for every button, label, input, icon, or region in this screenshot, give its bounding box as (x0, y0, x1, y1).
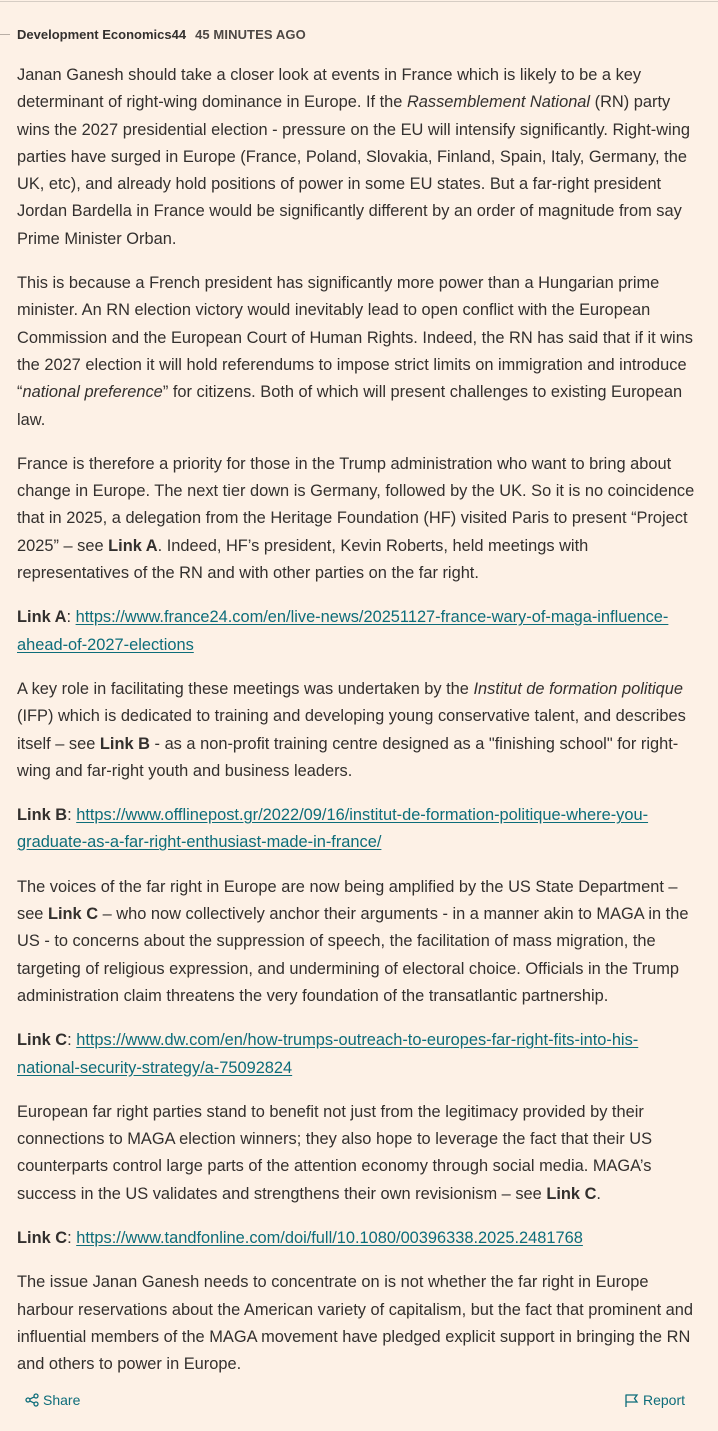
link-ref: Link A (108, 536, 158, 555)
link-c1-url[interactable]: https://www.dw.com/en/how-trumps-outreach-to-europes-far-right-fits-into-his-national-security-strategy/a-75092824 (17, 1031, 639, 1077)
paragraph-6: European far right parties stand to benefit not just from the legitimacy provided by their connections to MAGA election winners; they also hope to leverage the fact that their US counterparts control large parts of the attention economy through social media. MAGA’s success in the US validates and strengthens their own revisionism – see Link C. (17, 1102, 653, 1203)
link-label: Link C (17, 1031, 68, 1050)
institute-name: Institut de formation politique (473, 679, 684, 698)
link-label: Link A (17, 608, 67, 627)
link-b-line: Link B: https://www.offlinepost.gr/2022/09/16/institut-de-formation-politique-where-you-graduate-as-a-far-right-enthusiast-made-in-france/ (17, 806, 649, 852)
comment-footer (0, 1392, 718, 1414)
share-label: Share (43, 1392, 81, 1408)
link-ref: Link C (47, 905, 99, 924)
top-divider (0, 1, 718, 2)
link-ref: Link B (99, 734, 150, 753)
paragraph-4: A key role in facilitating these meetings was undertaken by the Institut de formation politique (IFP) which is dedicated to training and developing young conservative talent, and describes itself – see Link B - as a non-profit training centre designed as a "finishing school" for right-wing and far-right youth and business leaders. (17, 679, 686, 780)
share-button[interactable] (25, 1392, 80, 1408)
report-label: Report (642, 1392, 685, 1408)
link-label: Link C (17, 1228, 68, 1247)
share-icon (25, 1393, 39, 1407)
link-a-line: Link A: https://www.france24.com/en/live-news/20251127-france-wary-of-maga-influence-ahead-of-2027-elections (17, 608, 669, 654)
paragraph-5: The voices of the far right in Europe are now being amplified by the US State Department – see Link C – who now collectively anchor their arguments - in a manner akin to MAGA in the US - to concerns about the suppression of speech, the facilitation of mass migration, the targeting of religious expression, and undermining of electoral choice. Officials in the Trump administration claim threatens the very foundation of the transatlantic partnership. (17, 877, 689, 1005)
comment-header (0, 25, 306, 43)
link-label: Link B (17, 806, 68, 825)
quoted-term: national preference (22, 383, 163, 402)
link-a-url[interactable]: https://www.france24.com/en/live-news/20251127-france-wary-of-maga-influence-ahead-of-2027-elections (17, 608, 669, 654)
comment-timestamp: 45 MINUTES AGO (195, 26, 306, 42)
comment-body (17, 62, 701, 1395)
link-ref: Link C (546, 1184, 597, 1203)
link-c2-line: Link C: https://www.tandfonline.com/doi/full/10.1080/00396338.2025.2481768 (17, 1228, 583, 1247)
comment-author[interactable]: Development Economics44 (17, 26, 187, 42)
report-button[interactable] (624, 1392, 685, 1408)
link-c1-line: Link C: https://www.dw.com/en/how-trumps-outreach-to-europes-far-right-fits-into-his-national-security-strategy/a-75092824 (17, 1031, 639, 1077)
paragraph-3: France is therefore a priority for those in the Trump administration who want to bring about change in Europe. The next tier down is Germany, followed by the UK. So it is no coincidence that in 2025, a delegation from the Heritage Foundation (HF) visited Paris to present “Project 2025” – see Link A. Indeed, HF’s president, Kevin Roberts, held meetings with representatives of the RN and with other parties on the far right. (17, 454, 695, 583)
paragraph-2: This is because a French president has significantly more power than a Hungarian prime minister. An RN election victory would inevitably lead to open conflict with the European Commission and the European Court of Human Rights. Indeed, the RN has said that if it wins the 2027 election it will hold referendums to impose strict limits on immigration and introduce “national preference” for citizens. Both of which will present challenges to existing European law. (17, 274, 694, 429)
thread-line (0, 34, 10, 35)
party-name: Rassemblement National (406, 93, 591, 112)
flag-icon (624, 1393, 639, 1408)
paragraph-1: Janan Ganesh should take a closer look at events in France which is likely to be a key determinant of right-wing dominance in Europe. If the Rassemblement National (RN) party wins the 2027 presidential election - pressure on the EU will intensify significantly. Right-wing parties have surged in Europe (France, Poland, Slovakia, Finland, Spain, Italy, Germany, the UK, etc), and already hold positions of power in some EU states. But a far-right president Jordan Bardella in France would be significantly different by an order of magnitude from say Prime Minister Orban. (17, 66, 690, 248)
link-b-url[interactable]: https://www.offlinepost.gr/2022/09/16/institut-de-formation-politique-where-you-graduate-as-a-far-right-enthusiast-made-in-france/ (17, 806, 649, 852)
paragraph-7: The issue Janan Ganesh needs to concentrate on is not whether the far right in Europe harbour reservations about the American variety of capitalism, but the fact that prominent and influential members of the MAGA movement have pledged explicit support in bringing the RN and others to power in Europe. (17, 1273, 694, 1374)
link-c2-url[interactable]: https://www.tandfonline.com/doi/full/10.1080/00396338.2025.2481768 (76, 1228, 583, 1247)
